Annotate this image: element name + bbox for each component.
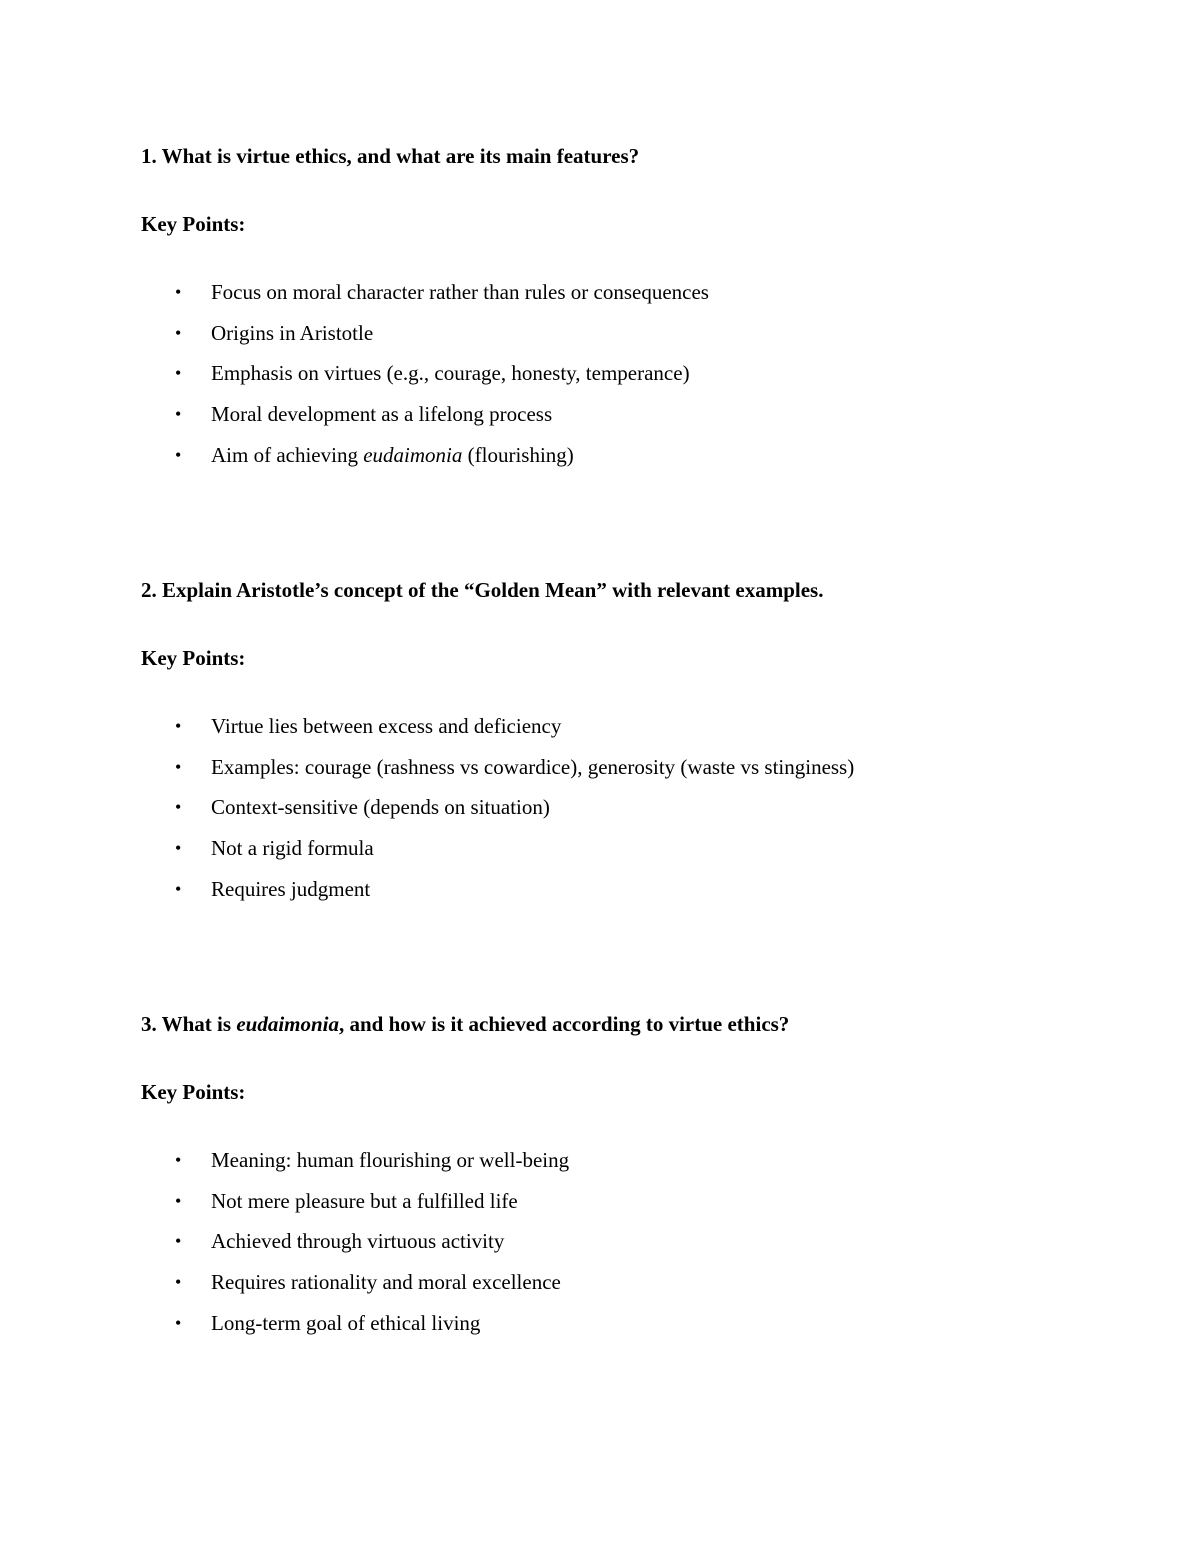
bullet-icon: • [175, 363, 182, 384]
list-item [141, 399, 1101, 429]
list-item-text: Achieved through virtuous activity [211, 1229, 505, 1254]
list-item [141, 440, 1101, 470]
bullet-icon: • [175, 322, 182, 343]
list-item [141, 833, 1101, 863]
list-item-text: Not a rigid formula [211, 836, 374, 861]
list-item [141, 1186, 1101, 1216]
list-item-text-after: (flourishing) [462, 442, 574, 467]
bullet-icon: • [175, 1190, 182, 1211]
bullet-icon: • [175, 716, 182, 736]
question-3-title-after: , and how is it achieved according to virtue ethics? [339, 1012, 790, 1036]
list-item-text: Context-sensitive (depends on situation) [211, 795, 550, 820]
list-item-text: Virtue lies between excess and deficiency [211, 714, 562, 738]
list-item-text: Origins in Aristotle [211, 320, 374, 345]
question-2-title: 2. Explain Aristotle’s concept of the “Golden Mean” with relevant examples. [141, 578, 824, 602]
list-item [141, 277, 1101, 307]
bullet-icon: • [175, 838, 182, 859]
list-item-text: Moral development as a lifelong process [211, 402, 553, 427]
bullet-icon: • [175, 878, 182, 899]
list-item-text: Requires judgment [211, 876, 371, 901]
question-1 [141, 141, 1101, 480]
bullet-icon: • [175, 1231, 182, 1252]
bullet-icon: • [175, 282, 182, 302]
list-item-text: Focus on moral character rather than rules or consequences [211, 280, 709, 304]
list-item-text: Emphasis on virtues (e.g., courage, honesty, temperance) [211, 361, 690, 386]
list-item [141, 318, 1101, 348]
question-3-title [141, 1009, 1101, 1039]
list-item-italic-term: eudaimonia [363, 442, 463, 467]
list-item [141, 358, 1101, 388]
key-points-label: Key Points: [141, 212, 246, 236]
question-3 [141, 1009, 1101, 1348]
key-points-label: Key Points: [141, 646, 246, 670]
bullet-icon: • [175, 1272, 182, 1293]
list-item [141, 752, 1101, 782]
bullet-icon: • [175, 404, 182, 425]
key-points-list [141, 711, 1101, 904]
list-item [141, 874, 1101, 904]
bullet-icon: • [175, 797, 182, 818]
list-item-text: Not mere pleasure but a fulfilled life [211, 1188, 518, 1213]
bullet-icon: • [175, 444, 182, 465]
question-2 [141, 575, 1101, 914]
bullet-icon: • [175, 756, 182, 777]
list-item-text: Examples: courage (rashness vs cowardice), generosity (waste vs stinginess) [211, 754, 855, 779]
list-item [141, 1308, 1101, 1338]
list-item-text: Requires rationality and moral excellence [211, 1270, 561, 1295]
question-3-title-italic-term: eudaimonia [236, 1012, 339, 1036]
list-item [141, 1145, 1101, 1175]
list-item [141, 1226, 1101, 1256]
bullet-icon: • [175, 1150, 182, 1170]
key-points-list [141, 1145, 1101, 1338]
key-points-label: Key Points: [141, 1080, 246, 1104]
list-item-text-before: Aim of achieving [211, 442, 364, 467]
bullet-icon: • [175, 1312, 182, 1333]
list-item-text: Long-term goal of ethical living [211, 1310, 481, 1335]
list-item-text: Meaning: human flourishing or well-being [211, 1148, 570, 1172]
question-3-title-before: 3. What is [141, 1012, 237, 1036]
question-1-title: 1. What is virtue ethics, and what are its main features? [141, 144, 640, 168]
list-item [141, 792, 1101, 822]
list-item [141, 1267, 1101, 1297]
list-item [141, 711, 1101, 741]
key-points-list [141, 277, 1101, 470]
